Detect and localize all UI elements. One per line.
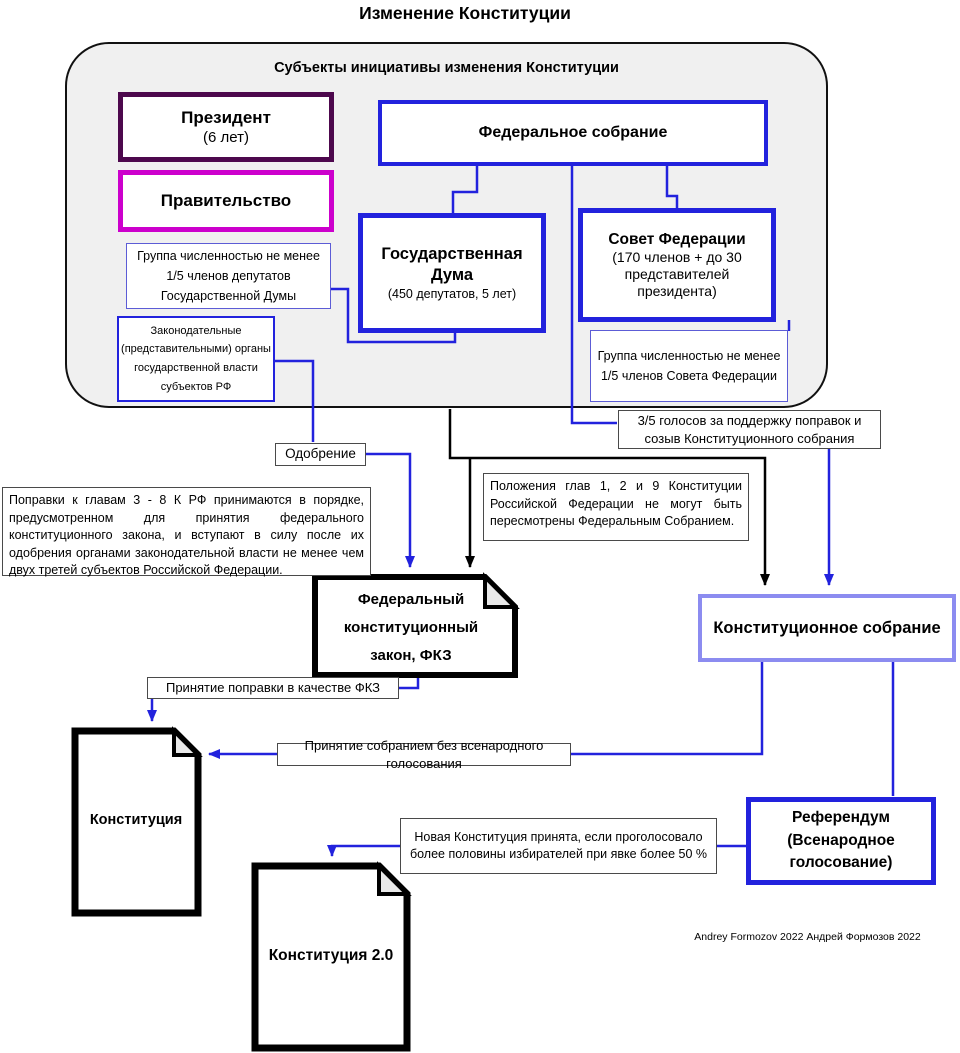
edge-label-adopt-fkz: Принятие поправки в качестве ФКЗ — [147, 677, 399, 699]
council-group-text: Группа численностью не менее 1/5 членов Совета Федерации — [597, 349, 781, 383]
duma-group-text: Группа численностью не менее 1/5 членов депутатов Государственной Думы — [137, 249, 320, 303]
constitution-document — [75, 731, 198, 913]
federation-council-title: Совет Федерации — [608, 231, 746, 249]
federation-council-subtitle: (170 членов + до 30 представителей президента) — [612, 249, 742, 300]
fkz-document — [315, 577, 515, 675]
edge-newconst-to-constitution2 — [332, 846, 400, 856]
state-duma-title: Государственная Дума — [381, 244, 523, 284]
edge-label-approval: Одобрение — [275, 443, 366, 466]
edge-fa-to-council — [667, 164, 677, 210]
edge-container-to-assembly — [450, 409, 765, 585]
referendum-title: Референдум (Всенародное голосование) — [787, 809, 895, 872]
constitutional-assembly-title: Конституционное собрание — [713, 618, 941, 637]
page-title: Изменение Конституции — [359, 3, 571, 23]
edge-regleg-to-approval — [274, 361, 313, 442]
edge-approval-to-fkz — [366, 454, 410, 567]
edge-fa-to-duma — [453, 164, 477, 215]
author-credit: Andrey Formozov 2022 Андрей Формозов 2022 — [694, 931, 921, 943]
president-subtitle: (6 лет) — [203, 128, 249, 146]
government-title: Правительство — [160, 191, 292, 211]
state-duma-subtitle: (450 депутатов, 5 лет) — [387, 287, 517, 302]
note-chapters-3-8: Поправки к главам 3 - 8 К РФ принимаются в порядке, предусмотренном для принятия федерального конституционного закона, и вступают в силу после их одобрения органами законодательной власти не менее чем двух третей субъектов Российской Федерации. — [2, 487, 371, 576]
edge-label-assembly-adoption: Принятие собранием без всенародного голосования — [277, 743, 571, 766]
edge-label-three-fifths: 3/5 голосов за поддержку поправок и созыв Конституционного собрания — [618, 410, 881, 449]
edge-label-new-constitution: Новая Конституция принята, если проголосовало более половины избирателей при явке более 50 % — [400, 818, 717, 874]
regional-legislatures-text: Законодательные (представительными) органы государственной власти субъектов РФ — [121, 324, 271, 393]
subjects-container-title: Субъекты инициативы изменения Конституции — [274, 60, 619, 76]
note-chapters-1-2-9: Положения глав 1, 2 и 9 Конституции Российской Федерации не могут быть пересмотрены Федеральным Собранием. — [483, 473, 749, 541]
constitution2-document — [255, 866, 407, 1048]
constitution2-title: Конституция 2.0 — [268, 947, 394, 964]
fkz-fold-corner — [485, 577, 515, 607]
edge-duma-group-to-duma — [331, 289, 455, 342]
edge-fa-center-to-three-fifths — [572, 164, 617, 423]
constitution2-fold-corner — [379, 866, 407, 894]
federal-assembly-title: Федеральное собрание — [478, 124, 668, 141]
fkz-title: Федеральный конституционный закон, ФКЗ — [343, 591, 479, 664]
constitution-title: Конституция — [89, 812, 183, 828]
president-title: Президент — [181, 108, 271, 128]
constitution-fold-corner — [174, 731, 198, 755]
